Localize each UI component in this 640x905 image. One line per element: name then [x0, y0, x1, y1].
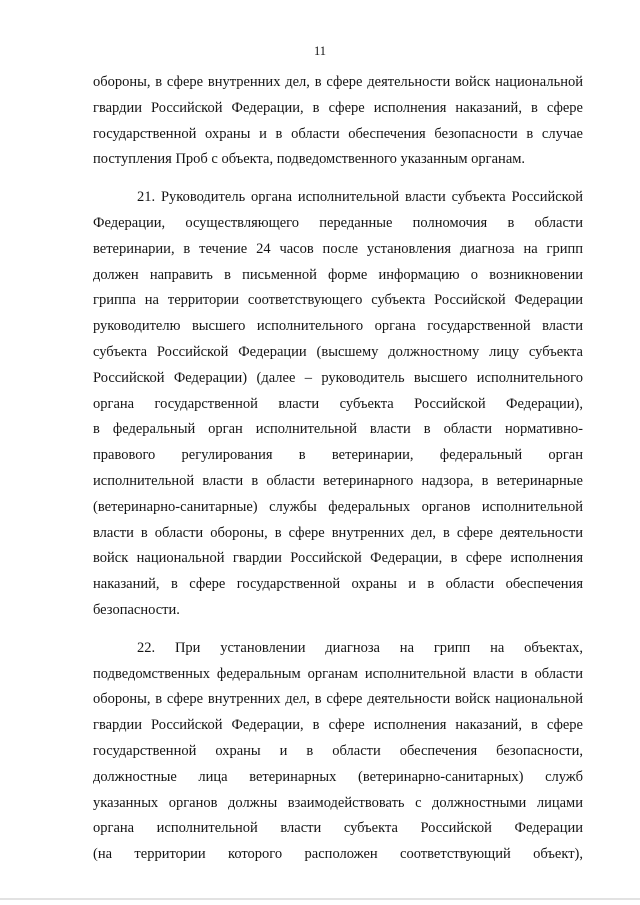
text-line: (на территории которого расположен соответствующий объект), — [93, 846, 583, 863]
text-line: гвардии Российской Федерации, в сфере исполнения наказаний, в сфере — [93, 99, 583, 116]
text-line: должен направить в письменной форме информацию о возникновении — [93, 266, 583, 283]
text-line: государственной охраны и в области обеспечения безопасности в случае — [93, 125, 583, 142]
document-body — [93, 70, 583, 868]
text-line: войск национальной гвардии Российской Федерации, в сфере исполнения — [93, 550, 583, 567]
text-line: руководителю высшего исполнительного органа государственной власти — [93, 318, 583, 335]
paragraph-21 — [93, 185, 583, 624]
text-line: ветеринарии, в течение 24 часов после установления диагноза на грипп — [93, 240, 583, 257]
text-line: обороны, в сфере внутренних дел, в сфере деятельности войск национальной — [93, 74, 583, 90]
text-line: субъекта Российской Федерации (высшему должностному лицу субъекта — [93, 343, 583, 360]
page-bottom-edge — [0, 898, 640, 900]
text-line: поступления Проб с объекта, подведомственного указанным органам. — [93, 151, 526, 168]
text-line: Российской Федерации) (далее – руководитель высшего исполнительного — [93, 369, 583, 386]
text-line: подведомственных федеральным органам исполнительной власти в области — [93, 665, 583, 682]
text-line: государственной охраны и в области обеспечения безопасности, — [93, 742, 583, 759]
text-line: должностные лица ветеринарных (ветеринарно-санитарных) служб — [93, 768, 583, 785]
text-line: исполнительной власти в области ветеринарного надзора, в ветеринарные — [93, 472, 583, 489]
text-line: в федеральный орган исполнительной власти в области нормативно- — [93, 421, 583, 438]
page-number: 11 — [313, 44, 327, 58]
text-line: гриппа на территории соответствующего субъекта Российской Федерации — [93, 292, 583, 309]
text-line: органа исполнительной власти субъекта Российской Федерации — [93, 820, 583, 837]
paragraph-22 — [93, 636, 583, 868]
text-line: указанных органов должны взаимодействовать с должностными лицами — [93, 794, 583, 811]
text-line: гвардии Российской Федерации, в сфере исполнения наказаний, в сфере — [93, 717, 583, 734]
text-line: безопасности. — [93, 601, 180, 618]
paragraph-continuation — [93, 70, 583, 173]
text-line: обороны, в сфере внутренних дел, в сфере деятельности войск национальной — [93, 691, 583, 708]
text-line: власти в области обороны, в сфере внутренних дел, в сфере деятельности — [93, 524, 583, 541]
text-line: 21. Руководитель органа исполнительной власти субъекта Российской — [137, 189, 583, 206]
text-line: 22. При установлении диагноза на грипп на объектах, — [137, 639, 583, 656]
text-line: правового регулирования в ветеринарии, федеральный орган — [93, 447, 583, 464]
text-line: наказаний, в сфере государственной охраны и в области обеспечения — [93, 576, 583, 593]
text-line: органа государственной власти субъекта Российской Федерации), — [93, 395, 583, 412]
text-line: Федерации, осуществляющего переданные полномочия в области — [93, 214, 583, 231]
text-line: (ветеринарно-санитарные) службы федеральных органов исполнительной — [93, 498, 583, 515]
